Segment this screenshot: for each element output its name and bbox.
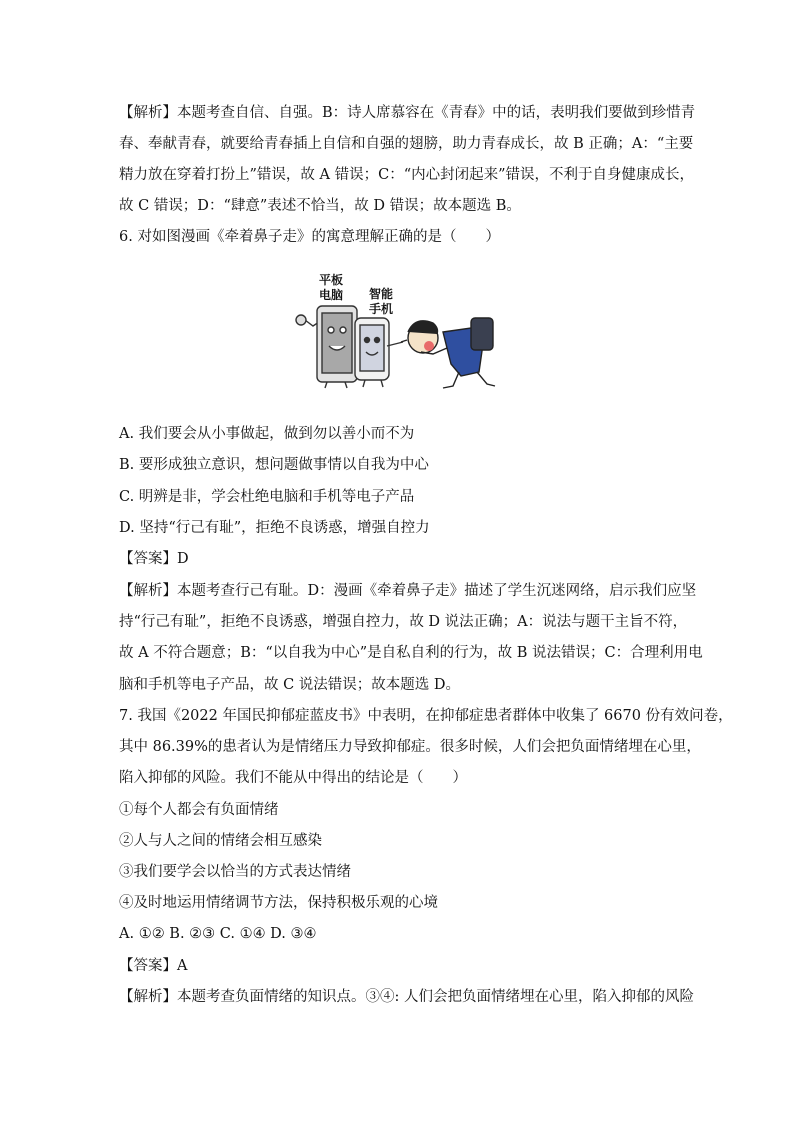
question-6-stem: 6. 对如图漫画《牵着鼻子走》的寓意理解正确的是（ ） xyxy=(119,229,500,245)
question-7-stem-line-2: 其中 86.39%的患者认为是情绪压力导致抑郁症。很多时候，人们会把负面情绪埋在心里， xyxy=(119,739,701,755)
option-6c: C. 明辨是非，学会杜绝电脑和手机等电子产品 xyxy=(119,489,415,505)
statement-3: ③我们要学会以恰当的方式表达情绪 xyxy=(119,864,351,880)
analysis-q6-line-4: 脑和手机等电子产品，故 C 说法错误；故本题选 D。 xyxy=(119,677,461,693)
analysis-q5-line-1: 【解析】本题考查自信、自强。B：诗人席慕容在《青春》中的话，表明我们要做到珍惜青 xyxy=(119,105,696,121)
analysis-q6-line-3: 故 A 不符合题意；B：“以自我为中心”是自私自利的行为，故 B 说法错误；C：合理利用电 xyxy=(119,645,703,661)
analysis-q5-line-4: 故 C 错误；D：“肆意”表述不恰当，故 D 错误；故本题选 B。 xyxy=(119,198,521,214)
statement-1: ①每个人都会有负面情绪 xyxy=(119,802,279,818)
option-6a: A. 我们要会从小事做起，做到勿以善小而不为 xyxy=(119,426,415,442)
options-7: A. ①② B. ②③ C. ①④ D. ③④ xyxy=(119,926,317,942)
label-phone-line2: 手机 xyxy=(369,302,394,316)
label-phone-line1: 智能 xyxy=(369,287,394,301)
analysis-q6-line-1: 【解析】本题考查行己有耻。D：漫画《牵着鼻子走》描述了学生沉迷网络，启示我们应坚 xyxy=(119,583,697,599)
statement-2: ②人与人之间的情绪会相互感染 xyxy=(119,833,322,849)
label-tablet-line2: 电脑 xyxy=(319,288,344,302)
tablet-character xyxy=(296,306,357,388)
analysis-q6-line-2: 持“行己有耻”，拒绝不良诱惑，增强自控力，故 D 说法正确；A：说法与题干主旨不符， xyxy=(119,614,688,630)
analysis-q5-line-2: 春、奉献青春，就要给青春插上自信和自强的翅膀，助力青春成长，故 B 正确；A：“主要 xyxy=(119,136,694,152)
statement-4: ④及时地运用情绪调节方法，保持积极乐观的心境 xyxy=(119,895,438,911)
option-6b: B. 要形成独立意识，想问题做事情以自我为中心 xyxy=(119,457,429,473)
phone-character xyxy=(355,318,403,387)
analysis-q5-line-3: 精力放在穿着打扮上”错误，故 A 错误；C：“内心封闭起来”错误，不利于自身健康成长， xyxy=(119,167,695,183)
question-7-stem-line-1: 7. 我国《2022 年国民抑郁症蓝皮书》中表明，在抑郁症患者群体中收集了 6670 份有效问卷， xyxy=(119,708,733,724)
analysis-q7-line-1: 【解析】本题考查负面情绪的知识点。③④: 人们会把负面情绪埋在心里，陷入抑郁的风险 xyxy=(119,989,694,1005)
answer-7: 【答案】A xyxy=(119,958,188,974)
question-7-stem-line-3: 陷入抑郁的风险。我们不能从中得出的结论是（ ） xyxy=(119,770,467,786)
boy-character xyxy=(401,318,495,388)
label-tablet-line1: 平板 xyxy=(319,273,344,287)
answer-6: 【答案】D xyxy=(119,551,189,567)
cartoon-image xyxy=(283,268,513,390)
option-6d: D. 坚持“行己有耻”，拒绝不良诱惑，增强自控力 xyxy=(119,520,430,536)
